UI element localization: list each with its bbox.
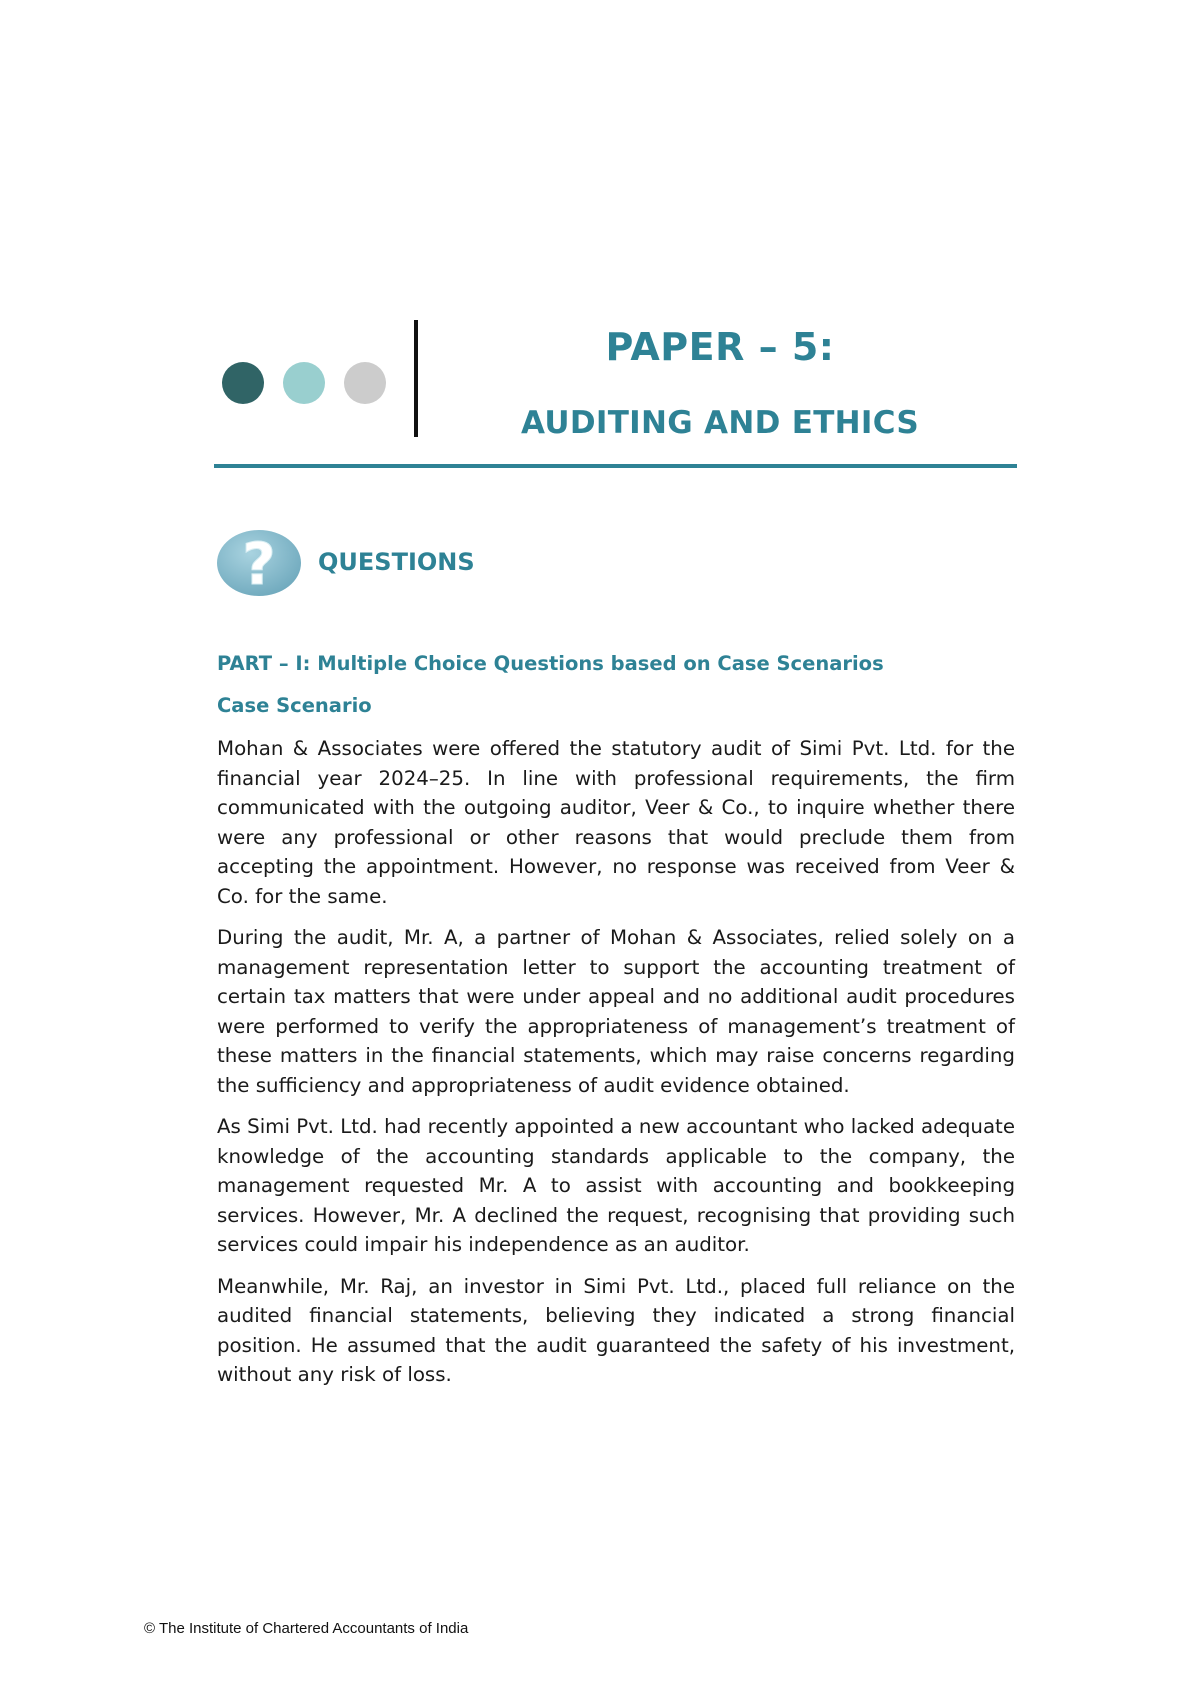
- case-paragraph: Meanwhile, Mr. Raj, an investor in Simi Pvt. Ltd., placed full reliance on the audited financial statements, believing they indicated a strong financial position. He assumed that the audit guaranteed the safety of his investment, without any risk of loss.: [217, 1274, 1015, 1386]
- question-mark-icon: [216, 528, 302, 598]
- part-heading: PART – I: Multiple Choice Questions based on Case Scenarios: [217, 652, 884, 675]
- header-divider: [414, 320, 418, 437]
- questions-heading: QUESTIONS: [318, 548, 475, 576]
- case-paragraph: During the audit, Mr. A, a partner of Mohan & Associates, relied solely on a management representation letter to support the accounting treatment of certain tax matters that were under appeal and no additional audit procedures were performed to verify the appropriateness of management’s treatment of these matters in the financial statements, which may raise concerns regarding the sufficiency and appropriateness of audit evidence obtained.: [217, 926, 1015, 1097]
- svg-text:?: ?: [242, 530, 276, 598]
- footer-copyright: © The Institute of Chartered Accountants of India: [144, 1620, 469, 1637]
- paper-subtitle: AUDITING AND ETHICS: [521, 405, 919, 441]
- decorative-dot-grey: [344, 362, 386, 404]
- paper-title: PAPER – 5:: [605, 325, 835, 369]
- case-paragraph: As Simi Pvt. Ltd. had recently appointed a new accountant who lacked adequate knowledge of the accounting standards applicable to the company, the management requested Mr. A to assist with accounting and bookkeeping services. However, Mr. A declined the request, recognising that providing such services could impair his independence as an auditor.: [217, 1115, 1015, 1256]
- case-paragraph: Mohan & Associates were offered the statutory audit of Simi Pvt. Ltd. for the financial year 2024–25. In line with professional requirements, the firm communicated with the outgoing auditor, Veer & Co., to inquire whether there were any professional or other reasons that would preclude them from accepting the appointment. However, no response was received from Veer & Co. for the same.: [217, 737, 1015, 908]
- decorative-dot-light: [283, 362, 325, 404]
- decorative-dot-dark: [222, 362, 264, 404]
- header-rule: [214, 464, 1017, 468]
- case-scenario-body: [217, 734, 1015, 1402]
- paper-header: [0, 0, 1191, 480]
- case-scenario-heading: Case Scenario: [217, 694, 372, 717]
